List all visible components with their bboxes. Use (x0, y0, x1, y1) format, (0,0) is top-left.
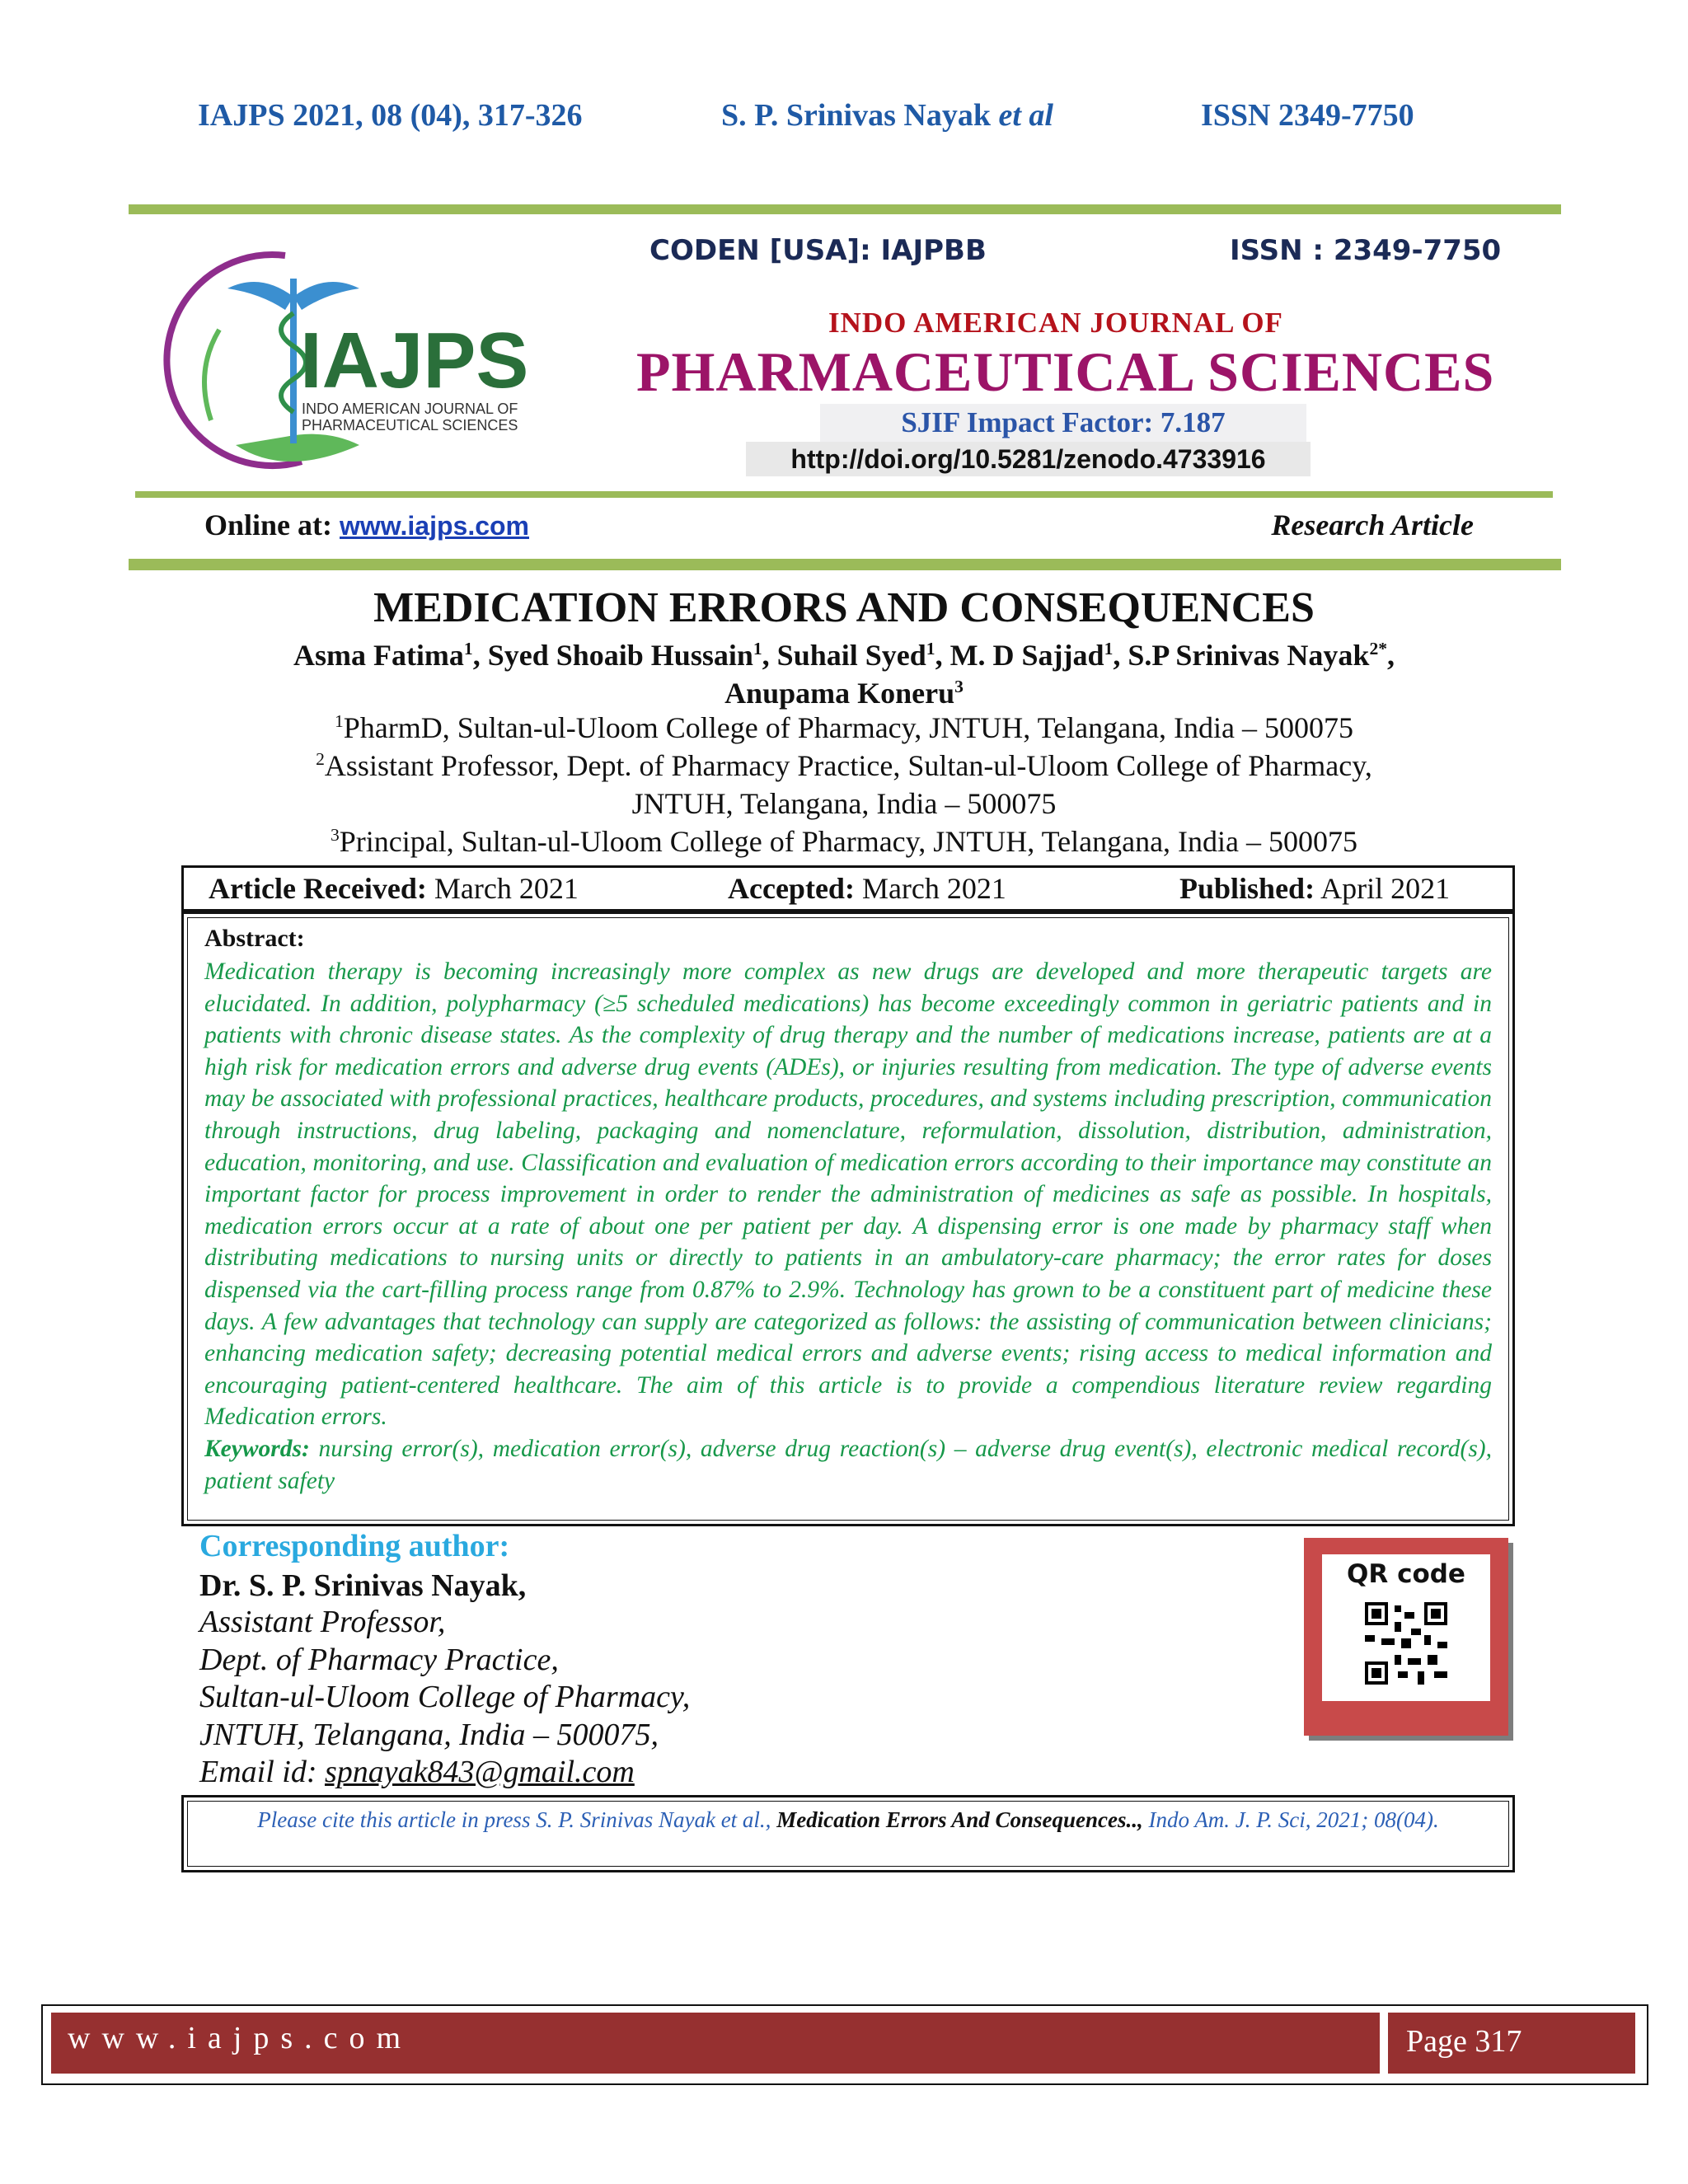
author-list: Asma Fatima$^1$, Syed Shoaib Hussain$^1$, Suhail Syed$^1$, M. D Sajjad$^1$, S.P Srinivas Nayak$^{2*}$, Anupama Koneru$^3$ (293, 639, 1395, 710)
corresponding-heading: Corresponding author: (199, 1529, 510, 1563)
corresponding-email[interactable]: spnayak843@gmail.com (324, 1755, 635, 1789)
abstract-box (181, 912, 1515, 1526)
qr-code-frame (1304, 1538, 1508, 1736)
keywords-label: Keywords: (204, 1435, 310, 1462)
coden: CODEN [USA]: IAJPBB (649, 234, 987, 267)
qr-label: QR code (1347, 1559, 1465, 1589)
article-type: Research Article (1271, 509, 1474, 541)
corresponding-name: Dr. S. P. Srinivas Nayak, (199, 1568, 527, 1603)
abstract-text: Medication therapy is becoming increasingly more complex as new drugs are developed and more therapeutic targets are elucidated. In addition, polypharmacy (≥5 scheduled medications) has become exceedingly common in geriatric patients and in patients with chronic disease states. As the complexity of drug therapy and the number of medications increase, patients are at a high risk for medication errors and adverse drug events (ADEs), or injuries resulting from medication. The type of adverse events may be associated with professional practices, healthcare products, procedures, and systems including prescription, communication through instructions, drug labeling, packaging and nomenclature, reformulation, dissolution, distribution, administration, education, monitoring, and use. Classification and evaluation of medication errors according to their importance may constitute an important factor for process improvement in order to render the administration of medicines as safe as possible. In hospitals, medication errors occur at a rate of about one per patient per day. A dispensing error is one made by pharmacy staff when distributing medications to nursing units or directly to patients in an ambulatory-care pharmacy; the error rates for doses dispensed via the cart-filling process range from 0.87% to 2.9%. Technology has grown to be a constituent part of medicine these days. A few advantages that technology can supply are categorized as follows: the assisting of communication between clinicians; enhancing medication safety; decreasing potential medical errors and adverse events; rising access to medical information and encouraging patient-centered healthcare. The aim of this article is to provide a compendious literature review regarding Medication errors. Keywords: nursing error(s), medication error(s), adverse drug reaction(s) – adverse drug event(s), electronic medical record(s), patient safety (204, 958, 1492, 1494)
logo-emblem-icon (162, 239, 532, 470)
svg-text:INDO AMERICAN JOURNAL OF: INDO AMERICAN JOURNAL OF (302, 401, 518, 417)
journal-name-line1: INDO AMERICAN JOURNAL OF (828, 307, 1283, 339)
masthead-issn: ISSN : 2349-7750 (1230, 234, 1502, 267)
svg-text:PHARMACEUTICAL SCIENCES: PHARMACEUTICAL SCIENCES (302, 417, 518, 434)
keywords: nursing error(s), medication error(s), adverse drug reaction(s) – adverse drug event(s), electronic medical record(s), patient safety (204, 1435, 1492, 1494)
qr-code-icon[interactable] (1365, 1602, 1447, 1685)
masthead-bottom-rule (135, 491, 1553, 498)
affiliations: $^1$PharmD, Sultan-ul-Uloom College of Pharmacy, JNTUH, Telangana, India – 500075 $^2$Assistant Professor, Dept. of Pharmacy Practice, Sultan-ul-Uloom College of Pharmacy, JNTUH, Telangana, India – 500075 $^3$Principal, Sultan-ul-Uloom College of Pharmacy, JNTUH, Telangana, India – 500075 (316, 711, 1372, 858)
impact-factor: SJIF Impact Factor: 7.187 (820, 404, 1306, 442)
journal-name-line2: PHARMACEUTICAL SCIENCES (636, 340, 1495, 403)
online-label: Online at: (204, 509, 333, 541)
page-footer (41, 2004, 1648, 2085)
abstract-label: Abstract: (204, 925, 305, 952)
citation-box: Please cite this article in press S. P. Srinivas Nayak et al., Medication Errors And Consequences.., Indo Am. J. P. Sci, 2021; 08(04). (181, 1795, 1515, 1872)
article-title: MEDICATION ERRORS AND CONSEQUENCES (373, 584, 1315, 631)
dates-box: Article Received: March 2021 Accepted: March 2021 Published: April 2021 (181, 865, 1515, 912)
page-number: Page 317 (1388, 2013, 1635, 2074)
running-citation: IAJPS 2021, 08 (04), 317-326 (198, 98, 583, 133)
running-authors: S. P. Srinivas Nayak et al (721, 98, 1053, 133)
online-at (204, 508, 529, 542)
top-rule (129, 204, 1561, 214)
svg-text:IAJPS: IAJPS (300, 316, 529, 405)
journal-website-link[interactable]: www.iajps.com (340, 511, 529, 541)
journal-logo (162, 239, 532, 470)
doi-link[interactable]: http://doi.org/10.5281/zenodo.4733916 (746, 442, 1311, 476)
section-rule (129, 559, 1561, 570)
running-issn: ISSN 2349-7750 (1201, 98, 1414, 133)
corresponding-address: Assistant Professor, Dept. of Pharmacy Practice, Sultan-ul-Uloom College of Pharmacy, JNTUH, Telangana, India – 500075, Email id: spnayak843@gmail.com (199, 1605, 691, 1789)
footer-website[interactable]: www.iajps.com (51, 2013, 1380, 2074)
